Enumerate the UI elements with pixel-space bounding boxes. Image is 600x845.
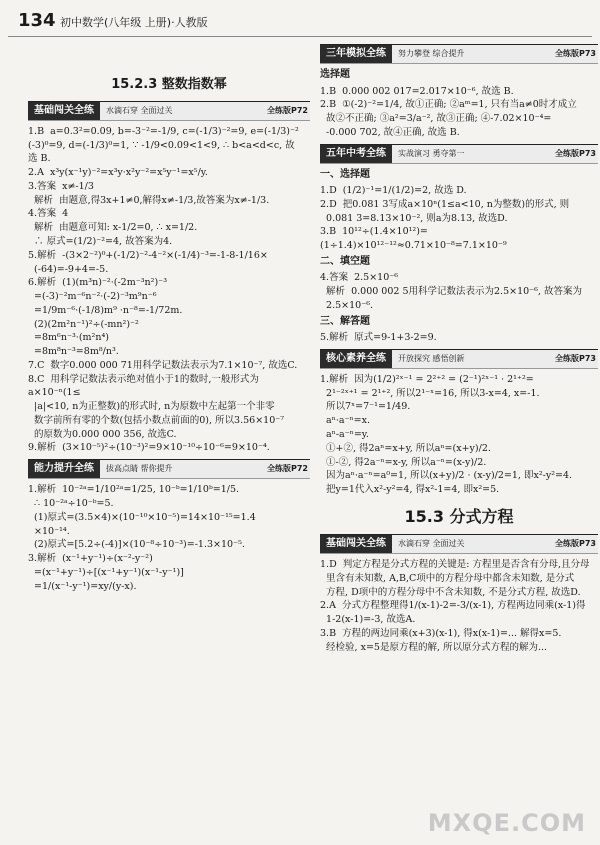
left-column — [28, 40, 310, 820]
answer-line: (1)原式=(3.5×4)×(10⁻¹⁰×10⁻⁵)=14×10⁻¹⁵=1.4 — [28, 511, 256, 523]
banner-subtitle: 水滴石穿 全面过关 — [106, 106, 173, 116]
banner-name: 基础闯关全练 — [28, 102, 100, 120]
book-title: 初中数学(八年级 上册)·人教版 — [60, 16, 208, 29]
banner-reference: 全练版P73 — [555, 539, 596, 549]
banner-subtitle: 实战演习 勇夺第一 — [398, 148, 465, 158]
answer-line: 2¹⁻²ˣ⁺¹ = 2¹⁺², 所以2¹⁻ˣ=16, 所以3-x=4, x=-1. — [320, 387, 540, 399]
answer-line: aⁿ·a⁻ⁿ=x. — [320, 415, 370, 427]
answer-line: 7.C 数字0.000 000 71用科学记数法表示为7.1×10⁻⁷, 故选C. — [28, 359, 298, 371]
question-type-heading: 选择题 — [320, 69, 350, 80]
answer-line: 9.解析 (3×10⁻⁵)²÷(10⁻³)²=9×10⁻¹⁰÷10⁻⁶=9×10⁻⁴. — [28, 442, 270, 454]
watermark: MXQE.COM — [427, 809, 586, 838]
answer-line: 所以7ˣ=7⁻¹=1/49. — [320, 401, 411, 413]
answer-line: 1.解析 因为(1/2)²ˣ⁻¹ = 2²⁺² = (2⁻¹)²ˣ⁻¹ · 2¹⁺²= — [320, 373, 534, 385]
answer-line: 3.答案 x≠-1/3 — [28, 180, 94, 192]
answer-line: ∴ 原式=(1/2)⁻²=4, 故答案为4. — [28, 235, 173, 247]
answer-line: 方程, D项中的方程分母中不含未知数, 不是分式方程, 故选D. — [320, 586, 581, 598]
answer-line: 解析 0.000 002 5用科学记数法表示为2.5×10⁻⁶, 故答案为 — [320, 286, 583, 298]
answer-line: 把y=1代入x²-y²=4, 得x²-1=4, 即x²=5. — [320, 484, 500, 496]
banner-reference: 全练版P72 — [267, 464, 308, 474]
answer-line: ①-②, 得2a⁻ⁿ=x-y, 所以a⁻ⁿ=(x-y)/2. — [320, 456, 487, 468]
answer-line: -0.000 702, 故④正确, 故选 B. — [320, 126, 460, 138]
answer-line: =(x⁻¹+y⁻¹)÷[(x⁻¹+y⁻¹)(x⁻¹-y⁻¹)] — [28, 566, 184, 578]
answer-block — [320, 85, 598, 140]
exercise-banner — [320, 349, 598, 369]
answer-line: 2.D 把0.081 3写成a×10ⁿ(1≤a<10, n为整数)的形式, 则 — [320, 198, 570, 210]
answer-line: 经检验, x=5是原方程的解, 所以原分式方程的解为... — [320, 641, 548, 653]
exercise-banner — [320, 44, 598, 64]
answer-line: 解析 由题意可知: x-1/2=0, ∴ x=1/2. — [28, 222, 198, 234]
answer-line: 1.D 判定方程是分式方程的关键是: 方程里是否含有分母,且分母 — [320, 559, 590, 571]
answer-line: =8m⁸n⁻³=8m⁸/n³. — [28, 346, 119, 358]
answer-line: 1-2(x-1)=-3, 故选A. — [320, 614, 416, 626]
section-title: 15.2.3 整数指数幂 — [111, 77, 227, 92]
answer-block — [28, 483, 310, 593]
answer-line: 4.答案 2.5×10⁻⁶ — [320, 272, 399, 284]
answer-line: 因为aⁿ·a⁻ⁿ=a⁰=1, 所以(x+y)/2 · (x-y)/2=1, 即x²-y²=4. — [320, 470, 573, 482]
exercise-banner — [28, 459, 310, 479]
answer-line: 数字前所有零的个数(包括小数点前面的0), 所以3.56×10⁻⁷ — [28, 414, 285, 426]
answer-line: 2.5×10⁻⁶. — [320, 299, 374, 311]
answer-line: 2.A x³y(x⁻¹y)⁻²=x³y·x²y⁻²=x⁵y⁻¹=x⁵/y. — [28, 167, 208, 179]
answer-line: 2.B ①(-2)⁻²=1/4, 故①正确; ②aᵐ=1, 只有当a≠0时才成立 — [320, 99, 577, 111]
exercise-banner — [320, 144, 598, 164]
answer-block — [320, 558, 598, 654]
answer-line: (-64)=-9+4=-5. — [28, 263, 109, 275]
answer-line: 里含有未知数, A,B,C项中的方程分母中都含未知数, 是分式 — [320, 572, 575, 584]
answer-line: 选 B. — [28, 153, 51, 165]
right-column — [320, 40, 598, 820]
answer-line: (2)原式=[5.2÷(-4)]×(10⁻⁸÷10⁻³)=-1.3×10⁻⁵. — [28, 539, 245, 551]
question-type-heading: 二、填空题 — [320, 255, 370, 267]
banner-name: 五年中考全练 — [320, 145, 392, 163]
answer-line: ∴ 10⁻²ᵃ÷10⁻ᵇ=5. — [28, 497, 114, 509]
answer-line: ×10⁻¹⁴. — [28, 525, 70, 537]
banner-name: 能力提升全练 — [28, 460, 100, 478]
answer-line: =(-3)⁻²m⁻⁶n⁻²·(-2)⁻³m⁹n⁻⁶ — [28, 291, 157, 303]
answer-line: =8m⁶n⁻³·(m²n⁴) — [28, 332, 109, 344]
banner-name: 基础闯关全练 — [320, 535, 392, 553]
answer-line: 1.D (1/2)⁻¹=1/(1/2)=2, 故选 D. — [320, 185, 467, 197]
answer-line: 1.B 0.000 002 017=2.017×10⁻⁶, 故选 B. — [320, 85, 514, 97]
banner-name: 核心素养全练 — [320, 350, 392, 368]
answer-block — [320, 331, 598, 345]
answer-line: |a|<10, n为正整数)的形式时, n为原数中左起第一个非零 — [28, 401, 275, 413]
answer-line: 0.081 3=8.13×10⁻², 则a为8.13, 故选D. — [320, 212, 508, 224]
answer-line: 4.答案 4 — [28, 208, 69, 220]
answer-line: (2)(2m²n⁻¹)²÷(-mn²)⁻² — [28, 318, 139, 330]
exercise-banner — [28, 101, 310, 121]
answer-line: (-3)⁰=9, d=(-1/3)⁰=1, ∵ -1/9<0.09<1<9, ∴ b<a<d<c, 故 — [28, 139, 295, 151]
banner-reference: 全练版P73 — [555, 49, 596, 59]
answer-line: 1.解析 10⁻²ᵃ=1/10²ᵃ=1/25, 10⁻ᵇ=1/10ᵇ=1/5. — [28, 484, 240, 496]
question-type-heading: 一、选择题 — [320, 168, 370, 180]
answer-line: 3.B 方程的两边同乘(x+3)(x-1), 得x(x-1)=... 解得x=5. — [320, 627, 562, 639]
page-header — [8, 6, 592, 37]
answer-line: 6.解析 (1)(m³n)⁻²·(-2m⁻³n²)⁻³ — [28, 277, 167, 289]
answer-block — [28, 125, 310, 455]
answer-line: ①+②, 得2aⁿ=x+y, 所以aⁿ=(x+y)/2. — [320, 442, 491, 454]
banner-reference: 全练版P73 — [555, 148, 596, 158]
banner-reference: 全练版P72 — [267, 106, 308, 116]
banner-subtitle: 拔高点睛 帮你提升 — [106, 464, 173, 474]
answer-line: 3.B 10¹²÷(1.4×10¹²)=(1÷1.4)×10¹²⁻¹²≈0.71×10⁻⁸=7.1×10⁻⁹ — [320, 226, 507, 252]
answer-line: aⁿ-a⁻ⁿ=y. — [320, 429, 369, 441]
answer-block — [320, 271, 598, 312]
answer-line: 8.C 用科学记数法表示绝对值小于1的数时,一般形式为a×10⁻ⁿ(1≤ — [28, 373, 259, 399]
exercise-banner — [320, 534, 598, 554]
answer-line: =1/(x⁻¹-y⁻¹)=xy/(y-x). — [28, 580, 137, 592]
page-number: 134 — [18, 10, 56, 31]
question-type-heading: 三、解答题 — [320, 315, 370, 327]
answer-block — [320, 373, 598, 497]
answer-line: 5.解析 -(3×2⁻²)⁰+(-1/2)⁻²-4⁻²×(-1/4)⁻³=-1-8-1/16× — [28, 249, 268, 261]
banner-subtitle: 开放探究 感悟创新 — [398, 354, 465, 364]
answer-block — [320, 184, 598, 253]
answer-line: 3.解析 (x⁻¹+y⁻¹)÷(x⁻²-y⁻²) — [28, 553, 153, 565]
banner-subtitle: 努力攀登 综合提升 — [398, 49, 465, 59]
answer-line: 解析 由题意,得3x+1≠0,解得x≠-1/3,故答案为x≠-1/3. — [28, 194, 270, 206]
banner-reference: 全练版P73 — [555, 354, 596, 364]
banner-name: 三年模拟全练 — [320, 45, 392, 63]
answer-line: 2.A 分式方程整理得1/(x-1)-2=-3/(x-1), 方程两边同乘(x-1)得 — [320, 600, 586, 612]
answer-line: 的原数为0.000 000 356, 故选C. — [28, 428, 177, 440]
answer-line: =1/9m⁻⁶·(-1/8)m⁹ ·n⁻⁸=-1/72m. — [28, 304, 183, 316]
answer-line: 故②不正确; ③a²=3/a⁻², 故③正确; ④-7.02×10⁻⁴= — [320, 113, 552, 125]
section-title: 15.3 分式方程 — [404, 506, 514, 526]
banner-subtitle: 水滴石穿 全面过关 — [398, 539, 465, 549]
answer-line: 5.解析 原式=9-1+3-2=9. — [320, 332, 437, 344]
answer-line: 1.B a=0.3²=0.09, b=-3⁻²=-1/9, c=(-1/3)⁻²=9, e=(-1/3)⁻² — [28, 125, 299, 137]
